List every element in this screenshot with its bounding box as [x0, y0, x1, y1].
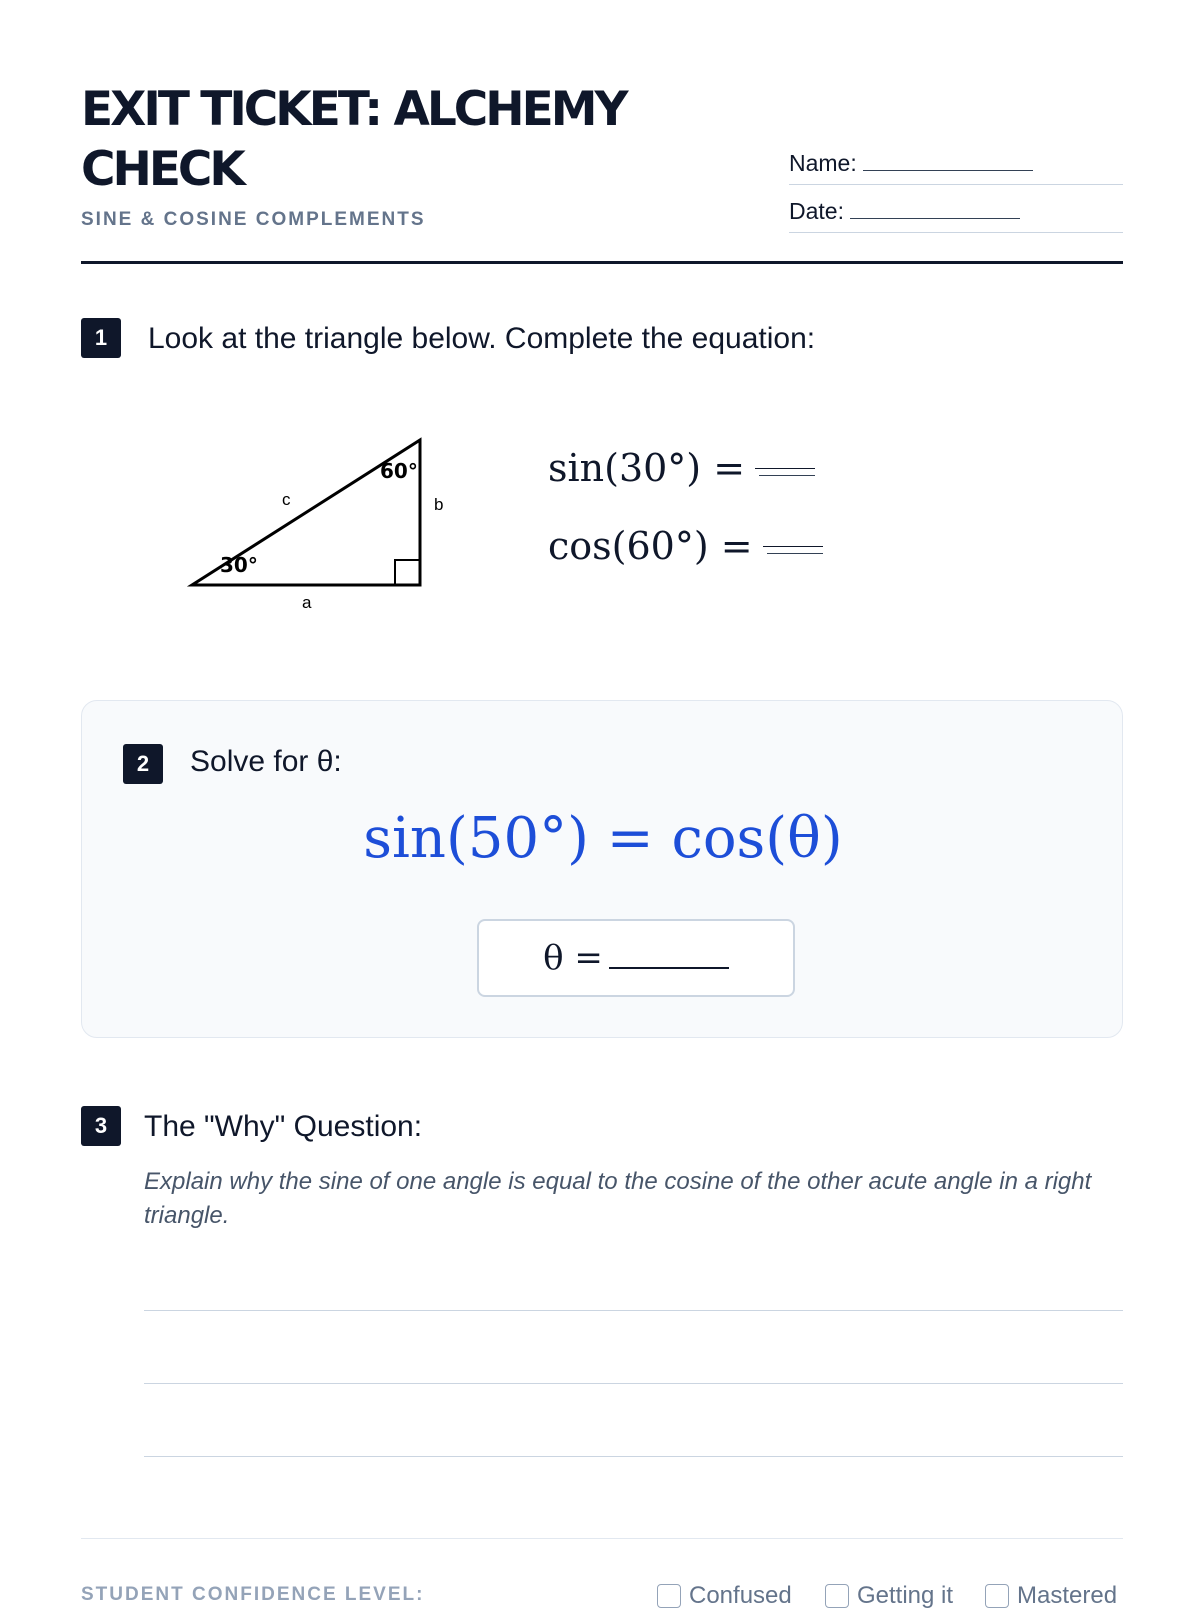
right-angle-marker	[395, 560, 420, 585]
theta-answer-blank[interactable]	[609, 947, 729, 969]
confidence-option-label: Getting it	[857, 1582, 954, 1609]
confidence-label: STUDENT CONFIDENCE LEVEL:	[81, 1584, 425, 1605]
question-3-prompt: Explain why the sine of one angle is equal to the cosine of the other acute angle in a right triangle.	[144, 1168, 1092, 1229]
date-blank[interactable]	[850, 198, 1020, 219]
equation-cos60-text: cos(60°) =	[548, 524, 753, 568]
question-1-badge: 1	[81, 318, 121, 358]
question-2-text: Solve for θ:	[190, 745, 342, 778]
side-b-label: b	[434, 495, 444, 514]
confidence-option-confused[interactable]	[657, 1582, 792, 1610]
name-field[interactable]	[789, 150, 1123, 185]
angle-60-label: 60°	[380, 459, 418, 483]
footer-divider	[81, 1538, 1123, 1539]
answer-line-1[interactable]	[144, 1310, 1123, 1311]
theta-answer-label: θ =	[543, 938, 603, 978]
confidence-option-getting-it[interactable]	[825, 1582, 953, 1610]
question-3-text: The "Why" Question:	[144, 1110, 423, 1143]
checkbox-confused[interactable]	[657, 1584, 681, 1608]
right-triangle-diagram	[180, 430, 460, 620]
theta-answer-box[interactable]	[477, 919, 795, 997]
side-c-label: c	[282, 490, 291, 509]
equation-cos60	[548, 524, 823, 568]
confidence-option-label: Mastered	[1017, 1582, 1118, 1609]
equation-sin30-text: sin(30°) =	[548, 446, 746, 490]
answer-line-3[interactable]	[144, 1456, 1123, 1457]
question-2-card	[81, 700, 1123, 1038]
question-3-badge: 3	[81, 1106, 121, 1146]
equation-sin30	[548, 446, 815, 490]
checkbox-mastered[interactable]	[985, 1584, 1009, 1608]
date-label: Date:	[789, 198, 844, 224]
answer-fraction-1[interactable]	[755, 462, 815, 482]
confidence-option-label: Confused	[689, 1582, 792, 1609]
page-title: EXIT TICKET: ALCHEMY CHECK	[81, 82, 626, 197]
page-subtitle: SINE & COSINE COMPLEMENTS	[81, 209, 426, 230]
question-1-text: Look at the triangle below. Complete the equation:	[148, 322, 816, 355]
name-label: Name:	[789, 150, 857, 176]
confidence-option-mastered[interactable]	[985, 1582, 1117, 1610]
side-a-label: a	[302, 593, 312, 612]
name-blank[interactable]	[863, 150, 1033, 171]
question-2-equation: sin(50°) = cos(θ)	[363, 806, 843, 871]
angle-30-label: 30°	[220, 553, 258, 577]
header-divider	[81, 261, 1123, 264]
checkbox-getting-it[interactable]	[825, 1584, 849, 1608]
question-2-badge: 2	[123, 744, 163, 784]
date-field[interactable]	[789, 198, 1123, 233]
answer-line-2[interactable]	[144, 1383, 1123, 1384]
answer-fraction-2[interactable]	[763, 540, 823, 560]
